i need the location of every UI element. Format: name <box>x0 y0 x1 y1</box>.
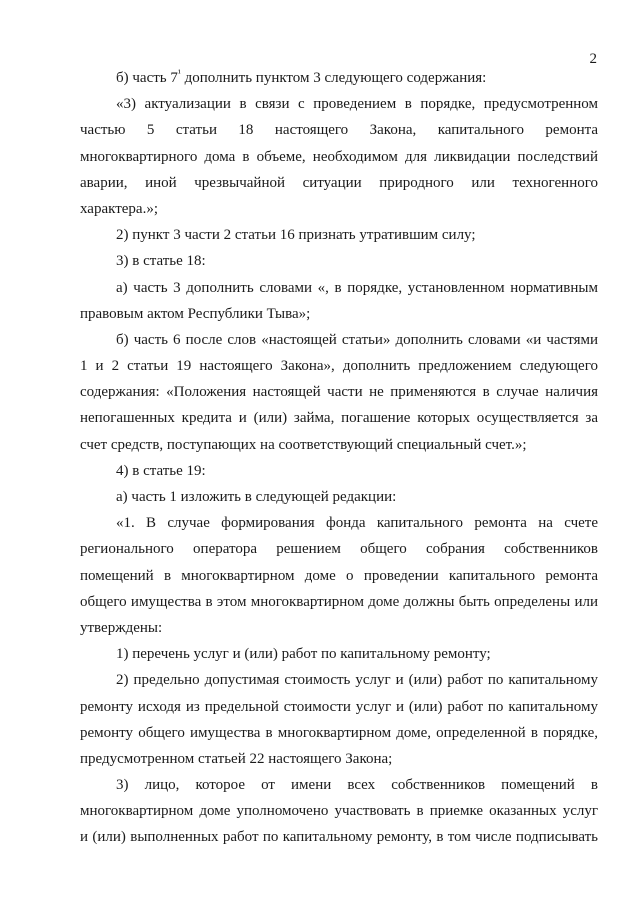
text-line: многоквартирного дома в объеме, необходимом для ликвидации последствий <box>80 148 598 165</box>
text-line: а) часть 1 изложить в следующей редакции: <box>116 489 397 505</box>
text-line: предусмотренном статьей 22 настоящего Закона; <box>80 750 393 767</box>
text-line: утверждены: <box>80 619 163 636</box>
text-line: ремонту общего имущества в многоквартирном доме, определенной в порядке, <box>80 724 598 741</box>
text-line: содержания: «Положения настоящей части не применяются в случае наличия <box>80 384 598 401</box>
document-body <box>80 65 598 851</box>
text-line: общего имущества в этом многоквартирном доме должны быть определены или <box>80 593 598 610</box>
superscript: ¹ <box>177 68 181 79</box>
text-line: частью 5 статьи 18 настоящего Закона, капитального ремонта <box>80 122 598 139</box>
text-line: б) часть 6 после слов «настоящей статьи» дополнить словами «и частями <box>116 331 598 348</box>
text-line: 3) в статье 18: <box>116 253 206 270</box>
text-line: аварии, иной чрезвычайной ситуации природного или техногенного <box>80 174 598 191</box>
text-line: 3) лицо, которое от имени всех собственников помещений в <box>116 777 598 794</box>
text-line: правовым актом Республики Тыва»; <box>80 305 311 322</box>
text-line: регионального оператора решением общего собрания собственников <box>80 541 598 558</box>
text-line: многоквартирном доме уполномочено участвовать в приемке оказанных услуг <box>80 803 598 820</box>
text-line: и (или) выполненных работ по капитальному ремонту, в том числе подписывать <box>80 829 598 846</box>
text-line: счет средств, поступающих на соответствующий специальный счет.»; <box>80 436 527 453</box>
text-line: 2) предельно допустимая стоимость услуг и (или) работ по капитальному <box>116 672 598 689</box>
text-line: ремонту исходя из предельной стоимости услуг и (или) работ по капитальному <box>80 698 598 715</box>
text-line: «1. В случае формирования фонда капитального ремонта на счете <box>116 515 598 532</box>
text-line: 2) пункт 3 части 2 статьи 16 признать утратившим силу; <box>116 227 476 244</box>
text-line: а) часть 3 дополнить словами «, в порядке, установленном нормативным <box>116 279 598 296</box>
text-line: 1) перечень услуг и (или) работ по капитальному ремонту; <box>116 646 491 663</box>
text-line: непогашенных кредита и (или) займа, погашение которых осуществляется за <box>80 410 598 427</box>
text-line: «3) актуализации в связи с проведением в порядке, предусмотренном <box>116 96 598 113</box>
text-line: характера.»; <box>80 200 158 217</box>
text-line: помещений в многоквартирном доме о проведении капитального ремонта <box>80 567 598 584</box>
page-number: 2 <box>589 51 597 67</box>
text-line: 4) в статье 19: <box>116 462 206 479</box>
text-fragment: дополнить пунктом 3 следующего содержания: <box>180 70 487 86</box>
text-line <box>80 65 598 91</box>
text-fragment: б) часть 7 <box>116 70 178 86</box>
text-line: 1 и 2 статьи 19 настоящего Закона», дополнить предложением следующего <box>80 358 598 375</box>
